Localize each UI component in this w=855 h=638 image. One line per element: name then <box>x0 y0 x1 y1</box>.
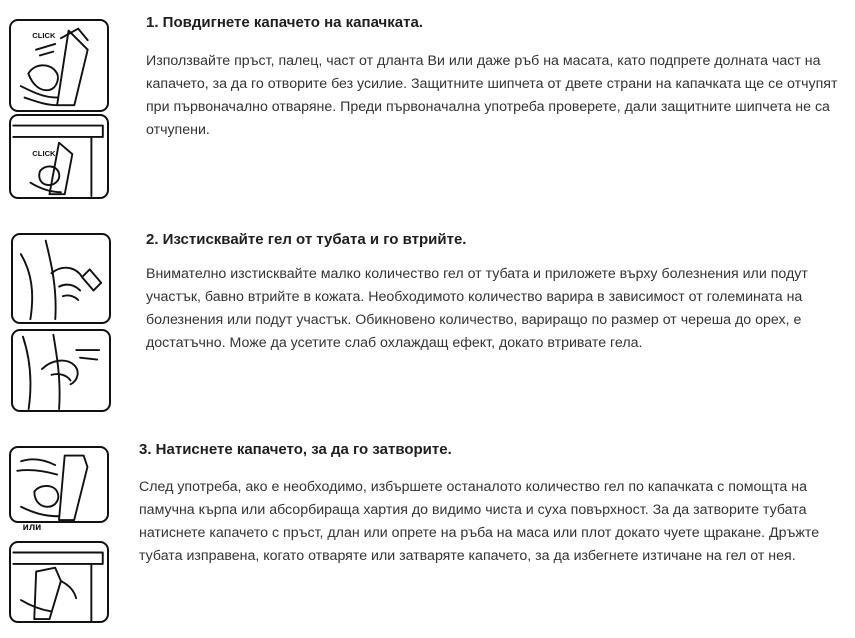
thumb-open-cap-icon <box>9 19 109 112</box>
step-1-title: 1. Повдигнете капачето на капачката. <box>146 14 423 31</box>
step-2-text: Внимателно изстисквайте малко количество гел от тубата и приложете върху болезнения или подут участък, бавно втрийте в кожата. Необходимото количество варира в зависимост от големината на болезнения или подут участък. Обикновено количество, вариращо по размер от череша до орех, е достатъчно. Може да усетите слаб охлаждащ ефект, докато втривате гела. <box>146 266 808 351</box>
table-edge-open-cap-icon <box>9 114 109 199</box>
apply-gel-knee-icon <box>11 233 111 324</box>
click-label: CLICK <box>32 149 56 159</box>
step-1-text: Използвайте пръст, палец, част от дланта Ви или даже ръб на масата, като подпрете долната част на капачето, за да го отворите без усилие. Защитните шипчета от двете страни на капачката ще се отчупят при първоначално отваряне. Преди първоначална употреба проверете, дали защитните шипчета не са отчупени. <box>146 53 838 138</box>
or-separator: или <box>22 522 42 533</box>
click-label: CLICK <box>32 31 56 41</box>
table-edge-close-cap-icon <box>9 541 109 623</box>
step-3-text: След употреба, ако е необходимо, избършете останалото количество гел по капачката с помощта на памучна кърпа или абсорбираща хартия до видимо чиста и суха повърхност. За да затворите тубата натиснете капачето с пръст, длан или опрете на ръба на маса или плот докато чуете щракане. Дръжте тубата изправена, когато отваряте или затваряте капачето, за да избегнете изтичане на гел от нея. <box>139 479 820 564</box>
finger-close-cap-icon <box>9 446 109 523</box>
step-2-title: 2. Изстисквайте гел от тубата и го втрийте. <box>146 231 467 248</box>
rub-gel-knee-icon <box>11 329 111 412</box>
step-3-title: 3. Натиснете капачето, за да го затворите. <box>139 441 452 458</box>
